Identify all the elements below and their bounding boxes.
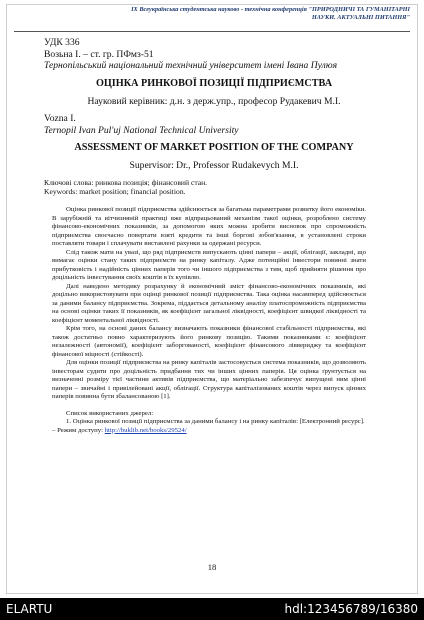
header-divider bbox=[14, 31, 410, 32]
article-body bbox=[52, 206, 366, 402]
keywords-ua: Ключові слова: ринкова позиція; фінансовий стан. bbox=[44, 177, 208, 187]
author-en: Vozna I. bbox=[44, 113, 76, 124]
paragraph: Далі наведено методику розрахунку й економічний зміст фінансово-економічних показників, які доцільно використовувати при оцінці ринкової позиції підприємства. Така оцінка насамперед здійснюється за даними балансу підприємства. Зокрема, піддається детальному аналізу платоспроможність підприємства на основі оцінки таких її показників, як коефіцієнт загальної ліквідності, коефіцієнт швидкої ліквідності та коефіцієнт моментальної ліквідності. bbox=[52, 282, 366, 324]
repository-footer-bar bbox=[0, 598, 424, 620]
handle-id: hdl:123456789/16380 bbox=[284, 602, 418, 616]
paragraph: Оцінка ринкової позиції підприємства здійснюється за багатьма параметрами розвитку його економіки. В зарубіжній та вітчизняній практиці вже відпрацьований механізм такої оцінки, розроблено систему фінансово-економічних показників, за допомогою яких можна зробити висновок про спроможність підприємства своєчасно повертати взяті кредити та інші боргові зобов'язання, в установлені строки поставляти товари і сплачувати виставлені рахунки за одержані ресурси. bbox=[52, 206, 366, 248]
conference-header: IX Всеукраїнська студентська науково - технічна конференція "ПРИРОДНИЧІ ТА ГУМАНІТАРНІ НАУКИ. АКТУАЛЬНІ ПИТАННЯ" bbox=[131, 6, 410, 21]
references-title: Список використаних джерел: bbox=[66, 409, 154, 417]
title-en: ASSESSMENT OF MARKET POSITION OF THE COMPANY bbox=[74, 142, 354, 153]
paragraph: Крім того, на основі даних балансу визначають показники фінансової стабільності підприємства, які також достатньо повно характеризують його ринкову позицію. Такими показниками є: коефіцієнт незалежності (автономії), коефіцієнт заборгованості, коефіцієнт фінансового ліввериджу та коефіцієнт фінансової міцності (стійкості). bbox=[52, 325, 366, 358]
affiliation-ua: Тернопільський національний технічний університет імені Івана Пулюя bbox=[44, 60, 338, 71]
paragraph: Слід також мати на увазі, що ряд підприємств випускають цінні папери – акції, облігації, закладні, що вимагає оцінки стану таких підприємств на ринку капіталу. Адже потенційні інвестори повинні знати прибутковість і надійність цінних паперів того чи іншого підприємства з тим, щоб прийняти рішення про доцільність інвестування своїх коштів в їх купівлю. bbox=[52, 248, 366, 282]
author-ua: Возьна І. – ст. гр. ПФмз-51 bbox=[44, 48, 154, 60]
reference-link[interactable]: http://buklib.net/books/29524/ bbox=[104, 426, 187, 434]
page-number: 18 bbox=[207, 562, 217, 572]
udc-code: УДК 336 bbox=[44, 37, 80, 48]
reference-text: 1. Оцінка ринкової позиції підприємства за даними балансу і на ринку капіталів: [Електронний ресурс]. – Режим доступу: bbox=[52, 418, 365, 434]
title-ua: ОЦІНКА РИНКОВОЇ ПОЗИЦІЇ ПІДПРИЄМСТВА bbox=[95, 77, 333, 89]
keywords-en: Keywords: market position; financial position. bbox=[44, 186, 186, 196]
supervisor-en: Supervisor: Dr., Professor Rudakevych M.I. bbox=[129, 160, 299, 171]
paragraph: Для оцінки позиції підприємства на ринку капіталів застосовується система показників, що дозволяють інвесторам судити про доцільність придбання тих чи інших цінних паперів. Ця оцінка ґрунтується на визначенні розміру тієї частини активів підприємства, що матеріально забезпечує випущені ним цінні папери – звичайні і привілейовані акції, облігації. Структура капіталізованих коштів через випуск цінних паперів повинна бути збалансованою [1]. bbox=[52, 359, 366, 401]
supervisor-ua: Науковий керівник: д.н. з держ.упр., професор Рудакевич М.І. bbox=[87, 95, 341, 107]
reference-item bbox=[52, 418, 366, 435]
repository-name: ELARTU bbox=[6, 602, 53, 616]
affiliation-en: Ternopil Ivan Pul'uj National Technical University bbox=[44, 124, 239, 136]
article-content bbox=[44, 37, 384, 435]
